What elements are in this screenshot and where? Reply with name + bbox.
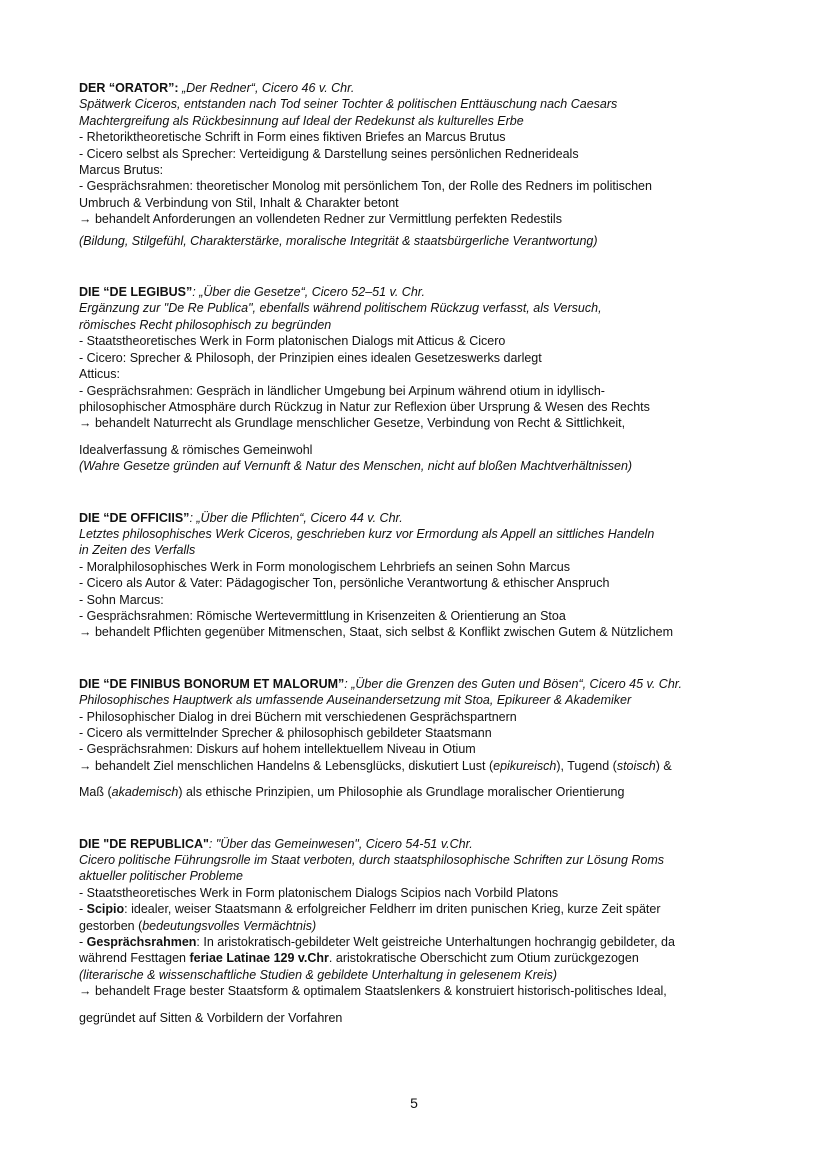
text-line: Idealverfassung & römisches Gemeinwohl	[79, 442, 313, 457]
section-heading	[79, 80, 759, 96]
text-line: - Staatstheoretisches Werk in Form platonischen Dialogs mit Atticus & Cicero	[79, 334, 506, 349]
heading-title: DIE “DE OFFICIIS”	[79, 510, 190, 525]
intro-line: aktueller politischer Probleme	[79, 869, 243, 884]
intro-line: Spätwerk Ciceros, entstanden nach Tod seiner Tochter & politischen Enttäuschung nach Caesars	[79, 97, 618, 112]
text-line: - Cicero selbst als Sprecher: Verteidigung & Darstellung seines persönlichen Rednerideals	[79, 146, 579, 161]
page-number: 5	[410, 1095, 418, 1111]
intro-line: Cicero politische Führungsrolle im Staat verboten, durch staatsphilosophische Schriften zur Lösung Roms	[79, 853, 665, 868]
section-de-legibus	[79, 284, 759, 474]
heading-subtitle: : „Über die Pflichten“, Cicero 44 v. Chr.	[189, 510, 403, 525]
text-line: - Staatstheoretisches Werk in Form platonischem Dialogs Scipios nach Vorbild Platons	[79, 885, 559, 900]
text-line: Maß (akademisch) als ethische Prinzipien, um Philosophie als Grundlage moralischer Orientierung	[79, 785, 625, 800]
summary-line: (Bildung, Stilgefühl, Charakterstärke, moralische Integrität & staatsbürgerliche Verantwortung)	[79, 233, 598, 248]
text-line: - Philosophischer Dialog in drei Büchern mit verschiedenen Gesprächspartnern	[79, 709, 517, 724]
heading-title: DIE “DE FINIBUS BONORUM ET MALORUM”	[79, 676, 345, 691]
text-line: → behandelt Pflichten gegenüber Mitmenschen, Staat, sich selbst & Konflikt zwischen Gutem & Nützlichem	[79, 625, 674, 640]
page-content	[79, 80, 759, 1026]
text-line: - Rhetoriktheoretische Schrift in Form eines fiktiven Briefes an Marcus Brutus	[79, 130, 506, 145]
heading-subtitle: : „Über die Grenzen des Guten und Bösen“, Cicero 45 v. Chr.	[344, 676, 682, 691]
text-line: (literarische & wissenschaftliche Studien & gebildete Unterhaltung in gelesenem Kreis)	[79, 967, 558, 982]
text-line: gestorben (bedeutungsvolles Vermächtnis)	[79, 918, 317, 933]
text-line: → behandelt Frage bester Staatsform & optimalem Staatslenkers & konstruiert historisch-politisches Ideal,	[79, 984, 667, 999]
text-line: - Gesprächsrahmen: theoretischer Monolog mit persönlichem Ton, der Rolle des Redners im politischen	[79, 179, 652, 194]
intro-line: Ergänzung zur "De Re Publica", ebenfalls während politischem Rückzug verfasst, als Versuch,	[79, 301, 602, 316]
text-line: - Scipio: idealer, weiser Staatsmann & erfolgreicher Feldherr im driten punischen Krieg, kurze Zeit später	[79, 902, 661, 917]
section-orator	[79, 80, 759, 249]
intro-line: in Zeiten des Verfalls	[79, 543, 196, 558]
section-heading	[79, 284, 759, 300]
text-line: philosophischer Atmosphäre durch Rückzug in Natur zur Reflexion über Ursprung & Wesen des Rechts	[79, 399, 650, 414]
heading-title: DIE “DE LEGIBUS”	[79, 285, 193, 300]
text-line: → behandelt Anforderungen an vollendeten Redner zur Vermittlung perfekten Redestils	[79, 212, 562, 227]
intro-line: Philosophisches Hauptwerk als umfassende Auseinandersetzung mit Stoa, Epikureer & Akademiker	[79, 693, 632, 708]
text-line: → behandelt Naturrecht als Grundlage menschlicher Gesetze, Verbindung von Recht & Sittlichkeit,	[79, 416, 626, 431]
text-line: → behandelt Ziel menschlichen Handelns & Lebensglücks, diskutiert Lust (epikureisch), Tugend (stoisch) &	[79, 758, 672, 773]
heading-title: DIE "DE REPUBLICA"	[79, 836, 209, 851]
text-line: - Sohn Marcus:	[79, 592, 164, 607]
text-line: - Cicero als vermittelnder Sprecher & philosophisch gebildeter Staatsmann	[79, 726, 492, 740]
text-line: - Gesprächsrahmen: Gespräch in ländlicher Umgebung bei Arpinum während otium in idyllisch-	[79, 383, 605, 398]
heading-subtitle: : „Über die Gesetze“, Cicero 52–51 v. Chr.	[192, 285, 425, 300]
intro-line: Letztes philosophisches Werk Ciceros, geschrieben kurz vor Ermordung als Appell an sittliches Handeln	[79, 526, 655, 541]
heading-subtitle: „Der Redner“, Cicero 46 v. Chr.	[182, 81, 355, 95]
text-line: - Gesprächsrahmen: Diskurs auf hohem intellektuellem Niveau in Otium	[79, 742, 476, 757]
text-line: während Festtagen feriae Latinae 129 v.Chr. aristokratische Oberschicht zum Otium zurückgezogen	[79, 951, 639, 966]
intro-line: römisches Recht philosophisch zu begründen	[79, 317, 332, 332]
section-de-republica	[79, 836, 759, 1026]
text-line: gegründet auf Sitten & Vorbildern der Vorfahren	[79, 1010, 343, 1025]
section-heading	[79, 836, 759, 852]
section-de-officiis	[79, 510, 759, 641]
section-heading	[79, 676, 759, 692]
text-line: Umbruch & Verbindung von Stil, Inhalt & Charakter betont	[79, 195, 399, 210]
text-line: - Moralphilosophisches Werk in Form monologischem Lehrbriefs an seinen Sohn Marcus	[79, 559, 570, 574]
heading-subtitle: : "Über das Gemeinwesen", Cicero 54-51 v.Chr.	[208, 836, 473, 851]
intro-line: Machtergreifung als Rückbesinnung auf Ideal der Redekunst als kulturelles Erbe	[79, 113, 524, 128]
text-line: - Cicero: Sprecher & Philosoph, der Prinzipien eines idealen Gesetzeswerks darlegt	[79, 350, 542, 365]
summary-line: (Wahre Gesetze gründen auf Vernunft & Natur des Menschen, nicht auf bloßen Machtverhältnissen)	[79, 459, 633, 474]
text-line: - Gesprächsrahmen: Römische Wertevermittlung in Krisenzeiten & Orientierung an Stoa	[79, 608, 566, 623]
section-heading	[79, 510, 759, 526]
text-line: - Gesprächsrahmen: In aristokratisch-gebildeter Welt geistreiche Unterhaltungen hochrangig gebildeter, da	[79, 935, 675, 950]
section-de-finibus	[79, 676, 759, 801]
text-line: - Cicero als Autor & Vater: Pädagogischer Ton, persönliche Verantwortung & ethischer Anspruch	[79, 576, 610, 591]
heading-title: DER “ORATOR”:	[79, 81, 183, 95]
text-line: Atticus:	[79, 367, 120, 382]
text-line: Marcus Brutus:	[79, 163, 164, 178]
